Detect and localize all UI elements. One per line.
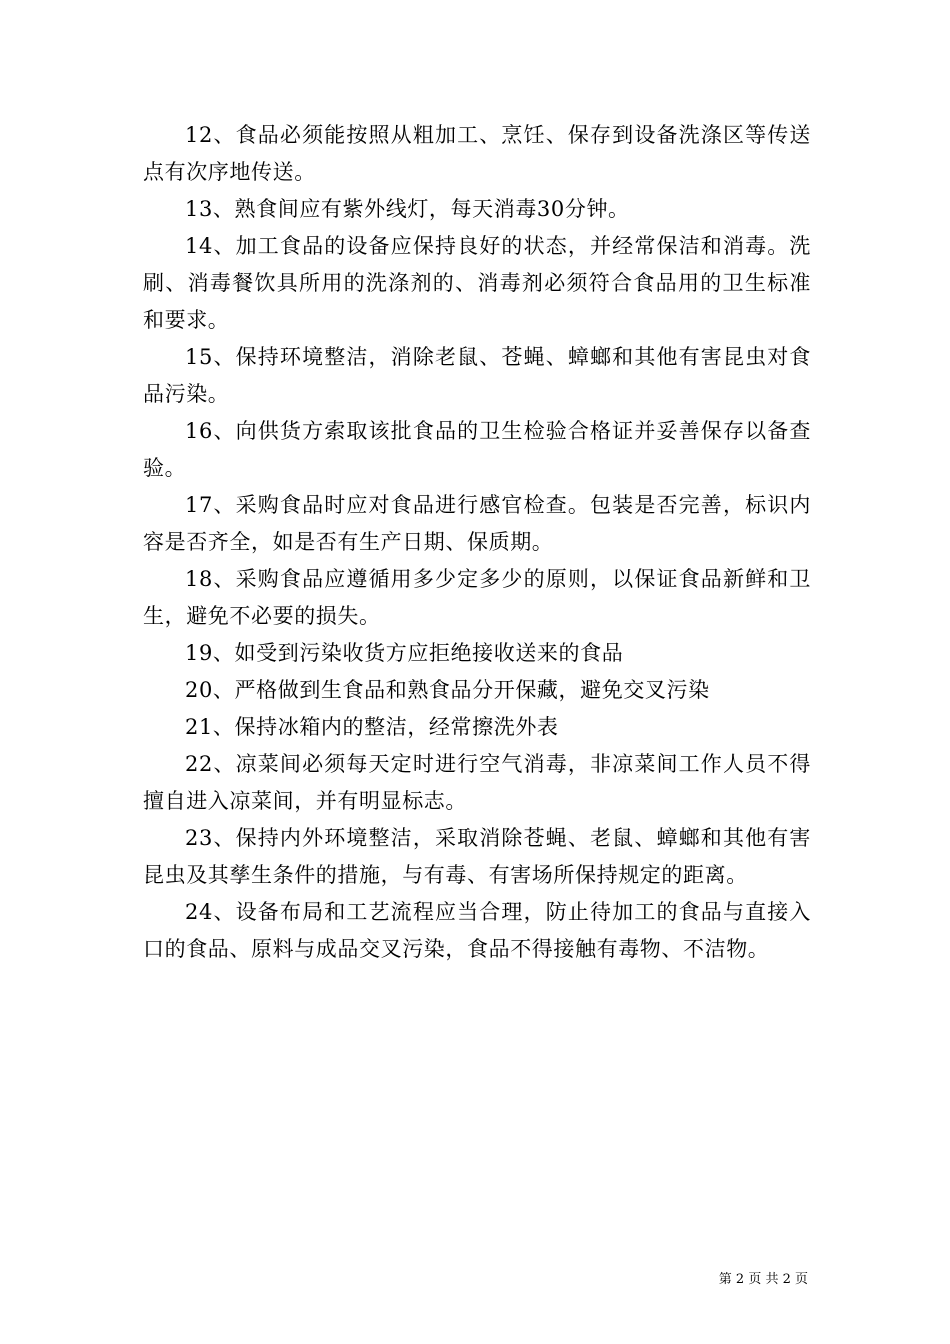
paragraph-12: 12、食品必须能按照从粗加工、烹饪、保存到设备洗涤区等传送点有次序地传送。 [143,123,811,184]
paragraph-13: 13、熟食间应有紫外线灯，每天消毒30分钟。 [185,197,630,221]
paragraph-19: 19、如受到污染收货方应拒绝接收送来的食品 [185,641,624,665]
paragraph-21: 21、保持冰箱内的整洁，经常擦洗外表 [185,715,559,739]
paragraph-22: 22、凉菜间必须每天定时进行空气消毒，非凉菜间工作人员不得擅自进入凉菜间，并有明显标志。 [143,752,811,813]
paragraph-23: 23、保持内外环境整洁，采取消除苍蝇、老鼠、蟑螂和其他有害昆虫及其孳生条件的措施，与有毒、有害场所保持规定的距离。 [143,826,811,887]
paragraph-15: 15、保持环境整洁，消除老鼠、苍蝇、蟑螂和其他有害昆虫对食品污染。 [143,345,811,406]
paragraph-20: 20、严格做到生食品和熟食品分开保藏，避免交叉污染 [185,678,710,702]
paragraph-14: 14、加工食品的设备应保持良好的状态，并经常保洁和消毒。洗刷、消毒餐饮具所用的洗涤剂的、消毒剂必须符合食品用的卫生标准和要求。 [143,234,811,332]
paragraph-17: 17、采购食品时应对食品进行感官检查。包装是否完善，标识内容是否齐全，如是否有生产日期、保质期。 [143,493,811,554]
paragraph-24: 24、设备布局和工艺流程应当合理，防止待加工的食品与直接入口的食品、原料与成品交叉污染，食品不得接触有毒物、不洁物。 [143,900,811,961]
document-body [143,117,811,968]
page-indicator: 第 2 页 共 2 页 [718,1272,808,1287]
page-footer [0,1272,808,1288]
paragraph-16: 16、向供货方索取该批食品的卫生检验合格证并妥善保存以备查验。 [143,419,811,480]
paragraph-18: 18、采购食品应遵循用多少定多少的原则，以保证食品新鲜和卫生，避免不必要的损失。 [143,567,811,628]
